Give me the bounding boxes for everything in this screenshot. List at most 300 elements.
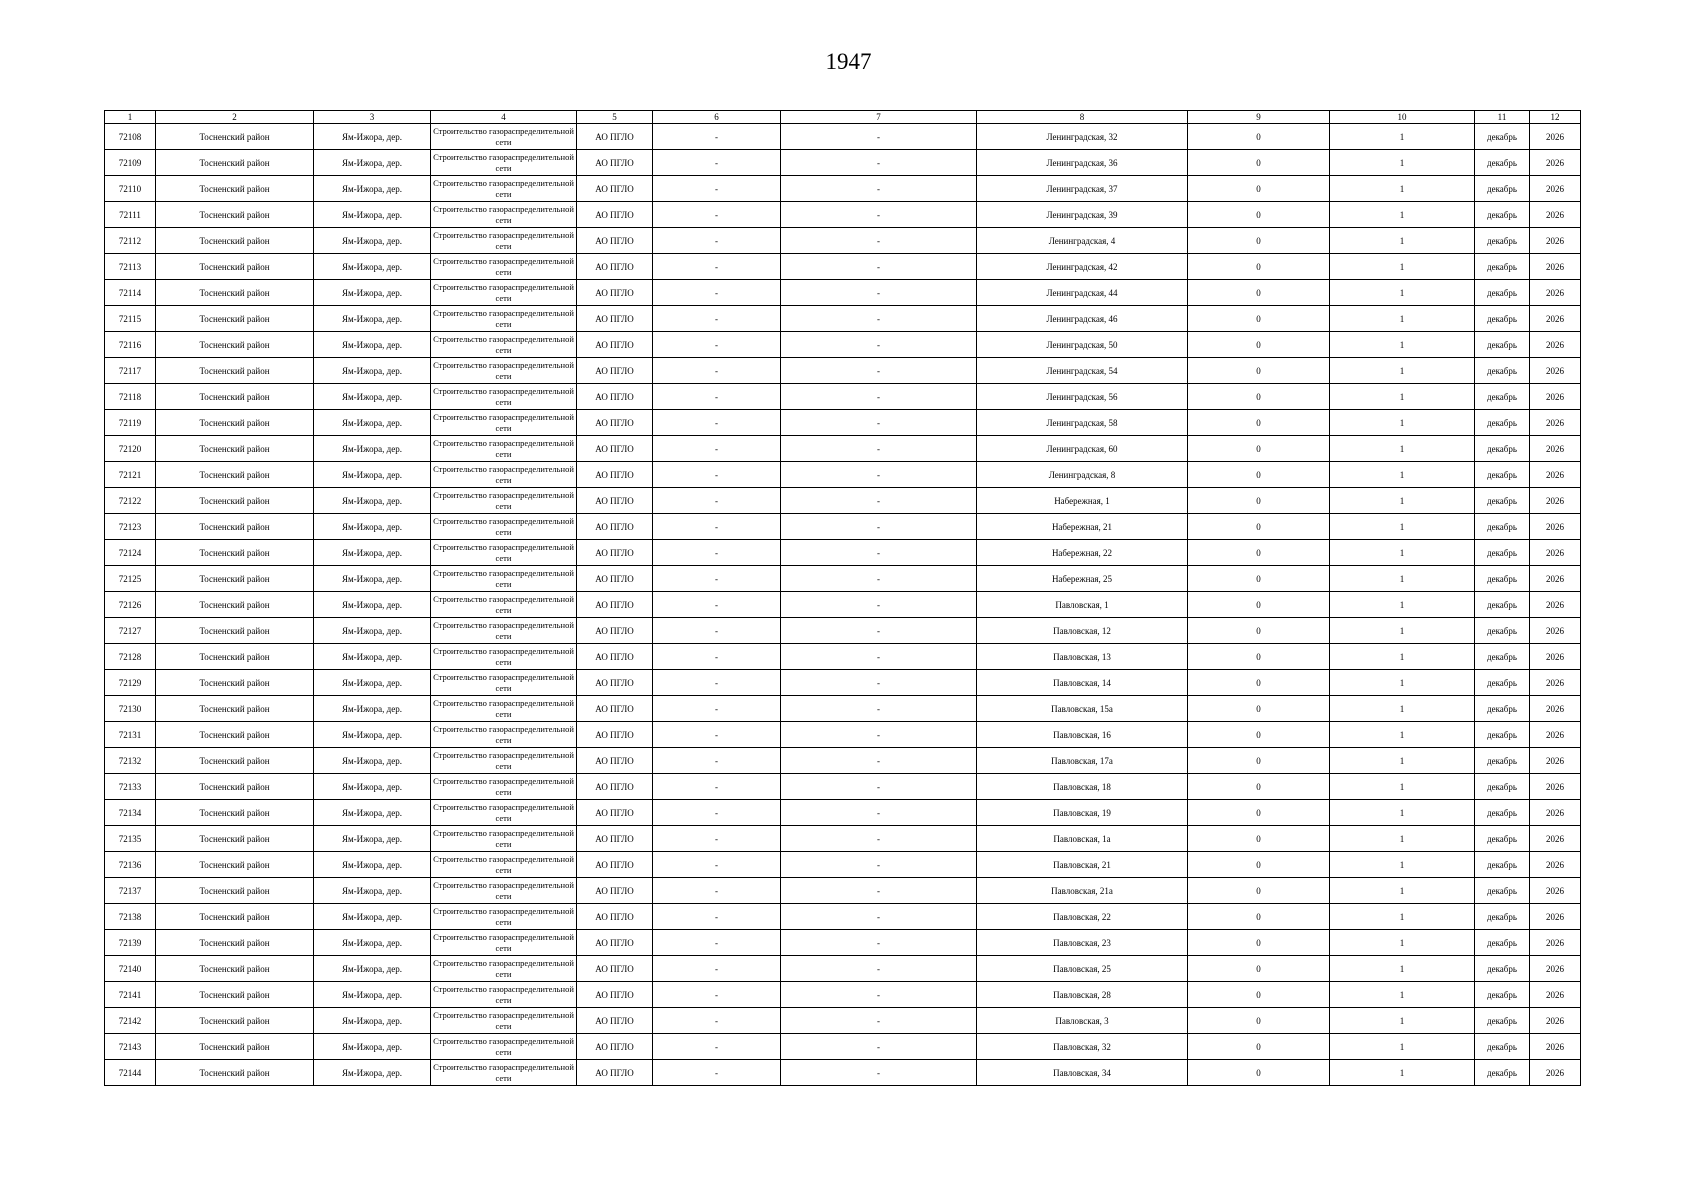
work-type-cell: Строительство газораспределительной сети <box>431 566 577 592</box>
year-cell: 2026 <box>1530 176 1581 202</box>
year-cell: 2026 <box>1530 462 1581 488</box>
month-cell: декабрь <box>1475 306 1530 332</box>
locality-cell: Ям-Ижора, дер. <box>314 540 431 566</box>
district-cell: Тосненский район <box>156 722 314 748</box>
locality-cell: Ям-Ижора, дер. <box>314 228 431 254</box>
col9-cell: 0 <box>1188 670 1330 696</box>
column-header-11: 11 <box>1475 111 1530 124</box>
year-cell: 2026 <box>1530 488 1581 514</box>
table-row <box>105 774 1581 800</box>
col6-cell: - <box>653 410 781 436</box>
row-number: 72130 <box>105 696 156 722</box>
col6-cell: - <box>653 592 781 618</box>
address-cell: Ленинградская, 37 <box>977 176 1188 202</box>
address-cell: Ленинградская, 32 <box>977 124 1188 150</box>
col6-cell: - <box>653 124 781 150</box>
col6-cell: - <box>653 722 781 748</box>
organization-cell: АО ПГЛО <box>577 176 653 202</box>
col7-cell: - <box>781 462 977 488</box>
col10-cell: 1 <box>1330 930 1475 956</box>
table-row <box>105 332 1581 358</box>
col6-cell: - <box>653 644 781 670</box>
col9-cell: 0 <box>1188 124 1330 150</box>
work-type-cell: Строительство газораспределительной сети <box>431 826 577 852</box>
col9-cell: 0 <box>1188 436 1330 462</box>
district-cell: Тосненский район <box>156 592 314 618</box>
address-cell: Ленинградская, 54 <box>977 358 1188 384</box>
address-cell: Ленинградская, 4 <box>977 228 1188 254</box>
work-type-cell: Строительство газораспределительной сети <box>431 930 577 956</box>
row-number: 72134 <box>105 800 156 826</box>
col9-cell: 0 <box>1188 748 1330 774</box>
col9-cell: 0 <box>1188 228 1330 254</box>
table-header-row <box>105 111 1581 124</box>
month-cell: декабрь <box>1475 436 1530 462</box>
col10-cell: 1 <box>1330 202 1475 228</box>
address-cell: Павловская, 22 <box>977 904 1188 930</box>
work-type-cell: Строительство газораспределительной сети <box>431 1060 577 1086</box>
work-type-cell: Строительство газораспределительной сети <box>431 176 577 202</box>
row-number: 72137 <box>105 878 156 904</box>
col6-cell: - <box>653 852 781 878</box>
table-row <box>105 696 1581 722</box>
col9-cell: 0 <box>1188 514 1330 540</box>
organization-cell: АО ПГЛО <box>577 722 653 748</box>
year-cell: 2026 <box>1530 358 1581 384</box>
table-row <box>105 384 1581 410</box>
locality-cell: Ям-Ижора, дер. <box>314 202 431 228</box>
work-type-cell: Строительство газораспределительной сети <box>431 410 577 436</box>
organization-cell: АО ПГЛО <box>577 462 653 488</box>
row-number: 72132 <box>105 748 156 774</box>
row-number: 72123 <box>105 514 156 540</box>
table-row <box>105 722 1581 748</box>
column-header-9: 9 <box>1188 111 1330 124</box>
year-cell: 2026 <box>1530 592 1581 618</box>
row-number: 72127 <box>105 618 156 644</box>
district-cell: Тосненский район <box>156 852 314 878</box>
table-row <box>105 618 1581 644</box>
col10-cell: 1 <box>1330 826 1475 852</box>
col6-cell: - <box>653 878 781 904</box>
col7-cell: - <box>781 176 977 202</box>
year-cell: 2026 <box>1530 566 1581 592</box>
col9-cell: 0 <box>1188 358 1330 384</box>
month-cell: декабрь <box>1475 202 1530 228</box>
table-row <box>105 462 1581 488</box>
col9-cell: 0 <box>1188 566 1330 592</box>
table-row <box>105 878 1581 904</box>
col9-cell: 0 <box>1188 930 1330 956</box>
row-number: 72122 <box>105 488 156 514</box>
organization-cell: АО ПГЛО <box>577 202 653 228</box>
col10-cell: 1 <box>1330 904 1475 930</box>
col6-cell: - <box>653 150 781 176</box>
row-number: 72135 <box>105 826 156 852</box>
year-cell: 2026 <box>1530 1060 1581 1086</box>
col7-cell: - <box>781 852 977 878</box>
col9-cell: 0 <box>1188 852 1330 878</box>
col10-cell: 1 <box>1330 1060 1475 1086</box>
col7-cell: - <box>781 124 977 150</box>
year-cell: 2026 <box>1530 280 1581 306</box>
year-cell: 2026 <box>1530 228 1581 254</box>
locality-cell: Ям-Ижора, дер. <box>314 670 431 696</box>
district-cell: Тосненский район <box>156 566 314 592</box>
district-cell: Тосненский район <box>156 982 314 1008</box>
work-type-cell: Строительство газораспределительной сети <box>431 982 577 1008</box>
col10-cell: 1 <box>1330 852 1475 878</box>
col6-cell: - <box>653 462 781 488</box>
col10-cell: 1 <box>1330 514 1475 540</box>
locality-cell: Ям-Ижора, дер. <box>314 436 431 462</box>
row-number: 72144 <box>105 1060 156 1086</box>
organization-cell: АО ПГЛО <box>577 566 653 592</box>
page-number: 1947 <box>825 49 872 74</box>
table-row <box>105 644 1581 670</box>
col7-cell: - <box>781 306 977 332</box>
locality-cell: Ям-Ижора, дер. <box>314 306 431 332</box>
work-type-cell: Строительство газораспределительной сети <box>431 124 577 150</box>
month-cell: декабрь <box>1475 930 1530 956</box>
data-table <box>104 110 1581 1086</box>
locality-cell: Ям-Ижора, дер. <box>314 384 431 410</box>
year-cell: 2026 <box>1530 306 1581 332</box>
district-cell: Тосненский район <box>156 332 314 358</box>
work-type-cell: Строительство газораспределительной сети <box>431 540 577 566</box>
work-type-cell: Строительство газораспределительной сети <box>431 748 577 774</box>
address-cell: Павловская, 21а <box>977 878 1188 904</box>
address-cell: Павловская, 3 <box>977 1008 1188 1034</box>
district-cell: Тосненский район <box>156 514 314 540</box>
col7-cell: - <box>781 774 977 800</box>
row-number: 72115 <box>105 306 156 332</box>
table-row <box>105 956 1581 982</box>
row-number: 72118 <box>105 384 156 410</box>
row-number: 72116 <box>105 332 156 358</box>
col10-cell: 1 <box>1330 488 1475 514</box>
col6-cell: - <box>653 1034 781 1060</box>
col7-cell: - <box>781 488 977 514</box>
col6-cell: - <box>653 1008 781 1034</box>
organization-cell: АО ПГЛО <box>577 410 653 436</box>
address-cell: Павловская, 15а <box>977 696 1188 722</box>
organization-cell: АО ПГЛО <box>577 514 653 540</box>
col10-cell: 1 <box>1330 670 1475 696</box>
column-header-3: 3 <box>314 111 431 124</box>
table-row <box>105 176 1581 202</box>
month-cell: декабрь <box>1475 852 1530 878</box>
row-number: 72136 <box>105 852 156 878</box>
organization-cell: АО ПГЛО <box>577 644 653 670</box>
address-cell: Ленинградская, 8 <box>977 462 1188 488</box>
district-cell: Тосненский район <box>156 826 314 852</box>
col10-cell: 1 <box>1330 644 1475 670</box>
col10-cell: 1 <box>1330 280 1475 306</box>
locality-cell: Ям-Ижора, дер. <box>314 696 431 722</box>
col9-cell: 0 <box>1188 826 1330 852</box>
col6-cell: - <box>653 202 781 228</box>
work-type-cell: Строительство газораспределительной сети <box>431 150 577 176</box>
year-cell: 2026 <box>1530 644 1581 670</box>
col10-cell: 1 <box>1330 410 1475 436</box>
col7-cell: - <box>781 904 977 930</box>
col10-cell: 1 <box>1330 696 1475 722</box>
col7-cell: - <box>781 982 977 1008</box>
work-type-cell: Строительство газораспределительной сети <box>431 488 577 514</box>
work-type-cell: Строительство газораспределительной сети <box>431 904 577 930</box>
locality-cell: Ям-Ижора, дер. <box>314 800 431 826</box>
district-cell: Тосненский район <box>156 748 314 774</box>
work-type-cell: Строительство газораспределительной сети <box>431 722 577 748</box>
work-type-cell: Строительство газораспределительной сети <box>431 774 577 800</box>
year-cell: 2026 <box>1530 1034 1581 1060</box>
address-cell: Набережная, 1 <box>977 488 1188 514</box>
col6-cell: - <box>653 384 781 410</box>
table-row <box>105 1034 1581 1060</box>
address-cell: Павловская, 19 <box>977 800 1188 826</box>
row-number: 72117 <box>105 358 156 384</box>
col10-cell: 1 <box>1330 566 1475 592</box>
row-number: 72112 <box>105 228 156 254</box>
col6-cell: - <box>653 930 781 956</box>
year-cell: 2026 <box>1530 696 1581 722</box>
organization-cell: АО ПГЛО <box>577 228 653 254</box>
district-cell: Тосненский район <box>156 774 314 800</box>
locality-cell: Ям-Ижора, дер. <box>314 150 431 176</box>
district-cell: Тосненский район <box>156 436 314 462</box>
organization-cell: АО ПГЛО <box>577 878 653 904</box>
organization-cell: АО ПГЛО <box>577 488 653 514</box>
table-row <box>105 930 1581 956</box>
col10-cell: 1 <box>1330 124 1475 150</box>
work-type-cell: Строительство газораспределительной сети <box>431 514 577 540</box>
district-cell: Тосненский район <box>156 618 314 644</box>
table-row <box>105 202 1581 228</box>
year-cell: 2026 <box>1530 332 1581 358</box>
col7-cell: - <box>781 592 977 618</box>
organization-cell: АО ПГЛО <box>577 670 653 696</box>
district-cell: Тосненский район <box>156 670 314 696</box>
column-header-6: 6 <box>653 111 781 124</box>
row-number: 72114 <box>105 280 156 306</box>
table-row <box>105 1060 1581 1086</box>
district-cell: Тосненский район <box>156 930 314 956</box>
col9-cell: 0 <box>1188 1060 1330 1086</box>
col9-cell: 0 <box>1188 956 1330 982</box>
row-number: 72140 <box>105 956 156 982</box>
col7-cell: - <box>781 956 977 982</box>
col6-cell: - <box>653 488 781 514</box>
column-header-1: 1 <box>105 111 156 124</box>
col7-cell: - <box>781 1060 977 1086</box>
col9-cell: 0 <box>1188 332 1330 358</box>
col6-cell: - <box>653 358 781 384</box>
locality-cell: Ям-Ижора, дер. <box>314 176 431 202</box>
col7-cell: - <box>781 514 977 540</box>
col7-cell: - <box>781 826 977 852</box>
col9-cell: 0 <box>1188 696 1330 722</box>
col6-cell: - <box>653 956 781 982</box>
col10-cell: 1 <box>1330 1008 1475 1034</box>
column-header-12: 12 <box>1530 111 1581 124</box>
column-header-4: 4 <box>431 111 577 124</box>
col6-cell: - <box>653 254 781 280</box>
table-row <box>105 514 1581 540</box>
row-number: 72124 <box>105 540 156 566</box>
col10-cell: 1 <box>1330 618 1475 644</box>
month-cell: декабрь <box>1475 332 1530 358</box>
col9-cell: 0 <box>1188 1008 1330 1034</box>
table-row <box>105 436 1581 462</box>
col9-cell: 0 <box>1188 410 1330 436</box>
col6-cell: - <box>653 618 781 644</box>
col9-cell: 0 <box>1188 384 1330 410</box>
col9-cell: 0 <box>1188 1034 1330 1060</box>
col7-cell: - <box>781 644 977 670</box>
table-row <box>105 306 1581 332</box>
table-row <box>105 150 1581 176</box>
locality-cell: Ям-Ижора, дер. <box>314 358 431 384</box>
month-cell: декабрь <box>1475 904 1530 930</box>
month-cell: декабрь <box>1475 826 1530 852</box>
row-number: 72139 <box>105 930 156 956</box>
col7-cell: - <box>781 618 977 644</box>
col9-cell: 0 <box>1188 150 1330 176</box>
address-cell: Ленинградская, 60 <box>977 436 1188 462</box>
organization-cell: АО ПГЛО <box>577 696 653 722</box>
month-cell: декабрь <box>1475 696 1530 722</box>
district-cell: Тосненский район <box>156 1034 314 1060</box>
month-cell: декабрь <box>1475 358 1530 384</box>
col10-cell: 1 <box>1330 748 1475 774</box>
month-cell: декабрь <box>1475 280 1530 306</box>
month-cell: декабрь <box>1475 618 1530 644</box>
year-cell: 2026 <box>1530 254 1581 280</box>
col9-cell: 0 <box>1188 644 1330 670</box>
month-cell: декабрь <box>1475 410 1530 436</box>
district-cell: Тосненский район <box>156 254 314 280</box>
work-type-cell: Строительство газораспределительной сети <box>431 228 577 254</box>
work-type-cell: Строительство газораспределительной сети <box>431 878 577 904</box>
col7-cell: - <box>781 1034 977 1060</box>
month-cell: декабрь <box>1475 982 1530 1008</box>
table-row <box>105 280 1581 306</box>
col6-cell: - <box>653 514 781 540</box>
row-number: 72142 <box>105 1008 156 1034</box>
row-number: 72119 <box>105 410 156 436</box>
year-cell: 2026 <box>1530 514 1581 540</box>
locality-cell: Ям-Ижора, дер. <box>314 1034 431 1060</box>
col7-cell: - <box>781 696 977 722</box>
month-cell: декабрь <box>1475 1060 1530 1086</box>
organization-cell: АО ПГЛО <box>577 358 653 384</box>
organization-cell: АО ПГЛО <box>577 956 653 982</box>
district-cell: Тосненский район <box>156 956 314 982</box>
column-header-8: 8 <box>977 111 1188 124</box>
table-row <box>105 748 1581 774</box>
locality-cell: Ям-Ижора, дер. <box>314 644 431 670</box>
year-cell: 2026 <box>1530 384 1581 410</box>
locality-cell: Ям-Ижора, дер. <box>314 852 431 878</box>
col10-cell: 1 <box>1330 592 1475 618</box>
column-header-10: 10 <box>1330 111 1475 124</box>
col10-cell: 1 <box>1330 436 1475 462</box>
locality-cell: Ям-Ижора, дер. <box>314 956 431 982</box>
col9-cell: 0 <box>1188 878 1330 904</box>
table-row <box>105 982 1581 1008</box>
col9-cell: 0 <box>1188 202 1330 228</box>
col6-cell: - <box>653 176 781 202</box>
table-row <box>105 228 1581 254</box>
locality-cell: Ям-Ижора, дер. <box>314 826 431 852</box>
month-cell: декабрь <box>1475 514 1530 540</box>
year-cell: 2026 <box>1530 436 1581 462</box>
col10-cell: 1 <box>1330 540 1475 566</box>
col7-cell: - <box>781 384 977 410</box>
col9-cell: 0 <box>1188 800 1330 826</box>
row-number: 72128 <box>105 644 156 670</box>
month-cell: декабрь <box>1475 956 1530 982</box>
table-row <box>105 904 1581 930</box>
organization-cell: АО ПГЛО <box>577 150 653 176</box>
col9-cell: 0 <box>1188 280 1330 306</box>
row-number: 72129 <box>105 670 156 696</box>
address-cell: Ленинградская, 58 <box>977 410 1188 436</box>
address-cell: Павловская, 1 <box>977 592 1188 618</box>
table-row <box>105 254 1581 280</box>
row-number: 72131 <box>105 722 156 748</box>
work-type-cell: Строительство газораспределительной сети <box>431 800 577 826</box>
address-cell: Павловская, 32 <box>977 1034 1188 1060</box>
district-cell: Тосненский район <box>156 800 314 826</box>
locality-cell: Ям-Ижора, дер. <box>314 332 431 358</box>
row-number: 72141 <box>105 982 156 1008</box>
work-type-cell: Строительство газораспределительной сети <box>431 696 577 722</box>
col6-cell: - <box>653 306 781 332</box>
work-type-cell: Строительство газораспределительной сети <box>431 670 577 696</box>
address-cell: Павловская, 16 <box>977 722 1188 748</box>
month-cell: декабрь <box>1475 566 1530 592</box>
year-cell: 2026 <box>1530 774 1581 800</box>
address-cell: Павловская, 1а <box>977 826 1188 852</box>
year-cell: 2026 <box>1530 722 1581 748</box>
address-cell: Павловская, 12 <box>977 618 1188 644</box>
organization-cell: АО ПГЛО <box>577 852 653 878</box>
locality-cell: Ям-Ижора, дер. <box>314 904 431 930</box>
work-type-cell: Строительство газораспределительной сети <box>431 306 577 332</box>
col10-cell: 1 <box>1330 956 1475 982</box>
work-type-cell: Строительство газораспределительной сети <box>431 1034 577 1060</box>
month-cell: декабрь <box>1475 462 1530 488</box>
locality-cell: Ям-Ижора, дер. <box>314 774 431 800</box>
work-type-cell: Строительство газораспределительной сети <box>431 852 577 878</box>
table-row <box>105 540 1581 566</box>
year-cell: 2026 <box>1530 670 1581 696</box>
month-cell: декабрь <box>1475 644 1530 670</box>
col7-cell: - <box>781 748 977 774</box>
table-row <box>105 488 1581 514</box>
col10-cell: 1 <box>1330 982 1475 1008</box>
table-body <box>105 124 1581 1086</box>
work-type-cell: Строительство газораспределительной сети <box>431 280 577 306</box>
work-type-cell: Строительство газораспределительной сети <box>431 254 577 280</box>
row-number: 72113 <box>105 254 156 280</box>
organization-cell: АО ПГЛО <box>577 904 653 930</box>
col9-cell: 0 <box>1188 618 1330 644</box>
district-cell: Тосненский район <box>156 1008 314 1034</box>
month-cell: декабрь <box>1475 800 1530 826</box>
